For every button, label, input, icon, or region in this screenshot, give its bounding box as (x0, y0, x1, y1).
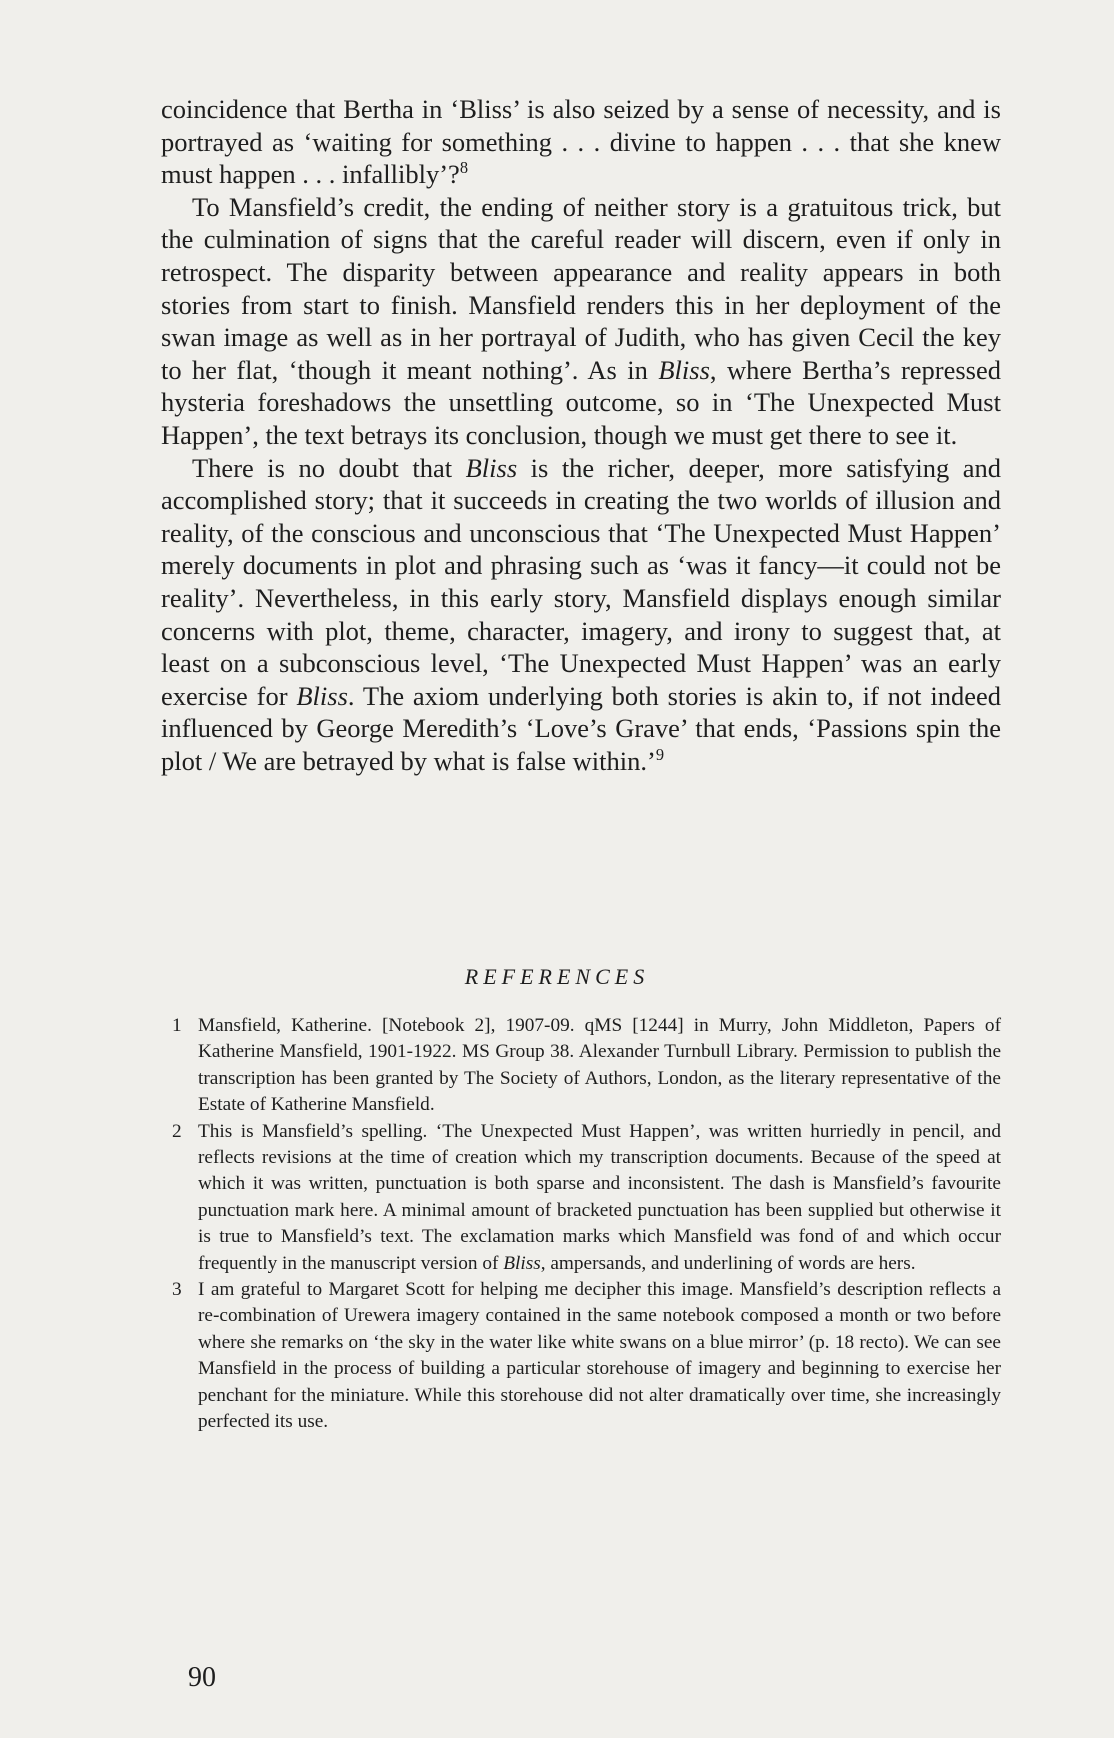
reference-text (198, 1119, 1001, 1277)
paragraph-3 (161, 452, 1001, 778)
reference-item (161, 1013, 1001, 1119)
italic-title-bliss: Bliss (658, 354, 710, 385)
italic-title-bliss: Bliss (465, 452, 518, 483)
paragraph-3-text-c: . The axiom underlying both stories is akin to, if not indeed influenced by George Meredith’s ‘Love’s Grave’ that ends, ‘Passions spin the plot / We are betrayed by what is false within.’ (161, 680, 1002, 776)
reference-text-b: , ampersands, and underlining of words are hers. (540, 1252, 916, 1274)
paragraph-2-text-a: To Mansfield’s credit, the ending of neither story is a gratuitous trick, but the culmination of signs that the careful reader will discern, even if only in retrospect. The disparity between appearance and reality appears in both stories from start to finish. Mansfield renders this in her deployment of the swan image as well as in her portrayal of Judith, who has given Cecil the key to her flat, ‘though it meant nothing’. As in (161, 191, 1001, 385)
reference-text-a: Mansfield, Katherine. [Notebook 2], 1907-09. qMS [1244] in Murry, John Middleton, Papers of Katherine Mansfield, 1901-1922. MS Group 38. Alexander Turnbull Library. Permission to publish the transcription has been granted by The Society of Authors, London, as the literary representative of the Estate of Katherine Mansfield. (198, 1015, 1001, 1116)
reference-number: 1 (172, 1015, 182, 1036)
italic-title-bliss: Bliss (503, 1252, 541, 1274)
italic-title-bliss: Bliss (296, 680, 348, 711)
reference-text-a: This is Mansfield’s spelling. ‘The Unexpected Must Happen’, was written hurriedly in pencil, and reflects revisions at the time of creation which my transcription documents. Because of the speed at which it was written, punctuation is both sparse and inconsistent. The dash is Mansfield’s favourite punctuation mark here. A minimal amount of bracketed punctuation has been supplied but otherwise it is true to Mansfield’s text. The exclamation marks which Mansfield was fond of and which occur frequently in the manuscript version of (198, 1120, 1001, 1274)
paragraph-2-text-b: , where Bertha’s repressed hysteria foreshadows the unsettling outcome, so in ‘The Unexpected Must Happen’, the text betrays its conclusion, though we must get there to see it. (161, 354, 1002, 450)
reference-text-a: I am grateful to Margaret Scott for helping me decipher this image. Mansfield’s description reflects a re-combination of Urewera imagery contained in the same notebook composed a month or two before where she remarks on ‘the sky in the water like white swans on a blue mirror’ (p. 18 recto). We can see Mansfield in the process of building a particular storehouse of imagery and beginning to exercise her penchant for the miniature. While this storehouse did not alter dramatically over time, she increasingly perfected its use. (198, 1279, 1001, 1433)
page-number: 90 (188, 1662, 216, 1693)
paragraph-3-text-b: is the richer, deeper, more satisfying and accomplished story; that it succeeds in creating the two worlds of illusion and reality, of the conscious and unconscious that ‘The Unexpected Must Happen’ merely documents in plot and phrasing such as ‘was it fancy—it could not be reality’. Nevertheless, in this early story, Mansfield displays enough similar concerns with plot, theme, character, imagery, and irony to suggest that, at least on a subconscious level, ‘The Unexpected Must Happen’ was an early exercise for (161, 452, 1002, 711)
reference-number: 3 (172, 1279, 182, 1301)
paragraph-1 (161, 93, 1001, 191)
paragraph-2 (161, 191, 1001, 452)
paragraph-1-text: coincidence that Bertha in ‘Bliss’ is also seized by a sense of necessity, and is portrayed as ‘waiting for something . . . divine to happen . . . that she knew must happen . . . infallibly’? (161, 94, 1001, 190)
references-list (161, 1013, 1001, 1436)
references-heading: REFERENCES (464, 964, 650, 989)
reference-item (161, 1277, 1001, 1435)
paragraph-3-text-a: There is no doubt that (192, 452, 466, 483)
reference-text (198, 1013, 1001, 1119)
footnote-marker-8: 8 (459, 158, 469, 178)
reference-number: 2 (172, 1120, 182, 1142)
reference-item (161, 1119, 1001, 1277)
footnote-marker-9: 9 (655, 745, 665, 765)
reference-text (198, 1277, 1001, 1435)
body-text (161, 93, 1001, 777)
